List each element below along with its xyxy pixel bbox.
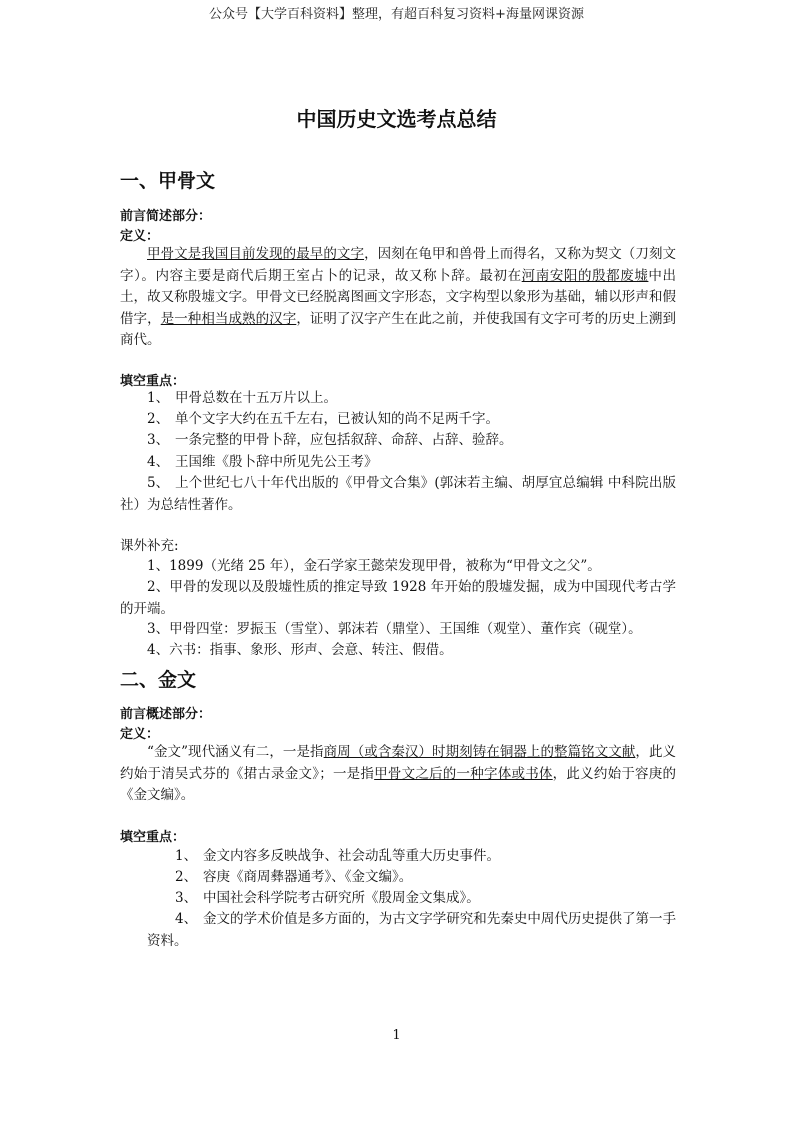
fill-item	[147, 430, 513, 451]
extra-item: 1、1899（光绪 25 年），金石学家王懿荣发现甲骨，被称为“甲骨文之父”。	[147, 558, 601, 574]
fill-key-points-label: 填空重点：	[120, 830, 186, 845]
definition-underline: 是一种相当成熟的汉字	[160, 310, 297, 327]
fill-item-text: 甲骨总数在十五万片以上。	[175, 390, 337, 406]
fill-item-number: 3、	[147, 432, 170, 448]
fill-item	[147, 909, 676, 952]
header-note: 公众号【大学百科资料】整理，有超百科复习资料+海量网课资源	[209, 7, 584, 22]
fill-item-text: 金文的学术价值是多方面的，为古文字学研究和先秦史中周代历史提供了第一手资料。	[147, 911, 676, 949]
definition-text: “金文”现代涵义有二，一是指	[147, 744, 324, 760]
definition-underline: 甲骨文之后的一种字体或书体	[374, 765, 553, 782]
definition-paragraph	[120, 244, 676, 352]
extra-item: 3、甲骨四堂：罗振玉（雪堂）、郭沫若（鼎堂）、王国维（观堂）、董作宾（砚堂）。	[147, 621, 642, 637]
definition-text: 中出土，故又称殷墟文字。甲骨文已经脱离图画文字形态，文字构型以象形为基础，辅以形声和假借字，	[120, 267, 677, 327]
fill-item-text: 一条完整的甲骨卜辞，应包括叙辞、命辞、占辞、验辞。	[175, 432, 513, 448]
definition-text: ，此义约始于清吴式芬的《捃古录金文》；一是指	[120, 744, 677, 782]
fill-item-text: 中国社会科学院考古研究所《殷周金文集成》。	[203, 890, 480, 906]
preface-label: 前言简述部分：	[120, 209, 212, 224]
definition-text: ，此义约始于容庚的《金文编》。	[120, 765, 677, 803]
fill-item-number: 4、	[147, 454, 170, 470]
page-number: 1	[392, 1028, 401, 1043]
fill-item-text: 单个文字大约在五千左右，已被认知的尚不足两千字。	[175, 411, 499, 427]
definition-underline: 河南安阳的殷都废墟	[521, 267, 649, 284]
fill-item-number: 2、	[175, 869, 198, 885]
definition-underline: 商周（或含秦汉）时期刻铸在铜器上的整篇铭文文献	[323, 744, 636, 760]
extra-label: 课外补充:	[120, 538, 179, 554]
definition-label: 定义：	[120, 229, 160, 244]
fill-item-text: 金文内容多反映战争、社会动乱等重大历史事件。	[203, 848, 500, 864]
preface-label: 前言概述部分：	[120, 707, 212, 722]
fill-item-text: 容庚《商周彝器通考》、《金文编》。	[203, 869, 413, 885]
definition-paragraph	[120, 742, 676, 807]
fill-item-number: 3、	[175, 890, 198, 906]
definition-label: 定义：	[120, 727, 160, 742]
fill-key-points-label: 填空重点：	[120, 374, 186, 389]
definition-text: ，因刻在龟甲和兽骨上而得名，又称为契文（刀刻文字）。内容主要是商代后期王室占卜的记录，故又称卜辞。最初在	[120, 246, 677, 284]
fill-item	[147, 388, 337, 409]
extra-item: 4、六书：指事、象形、形声、会意、转注、假借。	[147, 642, 453, 658]
fill-item-number: 2、	[147, 411, 170, 427]
fill-item	[147, 409, 499, 430]
fill-item-number: 1、	[147, 390, 170, 406]
fill-item-text: 上个世纪七八十年代出版的《甲骨文合集》(郭沫若主编、胡厚宜总编辑 中科院出版社）为总结性著作。	[120, 475, 676, 513]
fill-item	[175, 846, 500, 867]
fill-item	[175, 888, 480, 909]
section-heading-bronze: 二、金文	[120, 669, 197, 691]
section-heading-oracle-bone: 一、甲骨文	[120, 170, 216, 192]
fill-item-number: 4、	[175, 911, 198, 927]
fill-item-number: 1、	[175, 848, 198, 864]
fill-item	[120, 473, 676, 516]
fill-item-number: 5、	[147, 475, 170, 491]
extra-item: 2、甲骨的发现以及殷墟性质的推定导致 1928 年开始的殷墟发掘，成为中国现代考古学的开端。	[120, 579, 676, 617]
document-title: 中国历史文选考点总结	[296, 107, 497, 131]
fill-item	[147, 452, 378, 473]
fill-item	[175, 867, 412, 888]
definition-underline: 甲骨文是我国目前发现的最早的文字	[147, 246, 365, 262]
definition-text: ，证明了汉字产生在此之前，并使我国有文字可考的历史上溯到商代。	[120, 310, 676, 348]
fill-item-text: 王国维《殷卜辞中所见先公王考》	[175, 454, 378, 470]
